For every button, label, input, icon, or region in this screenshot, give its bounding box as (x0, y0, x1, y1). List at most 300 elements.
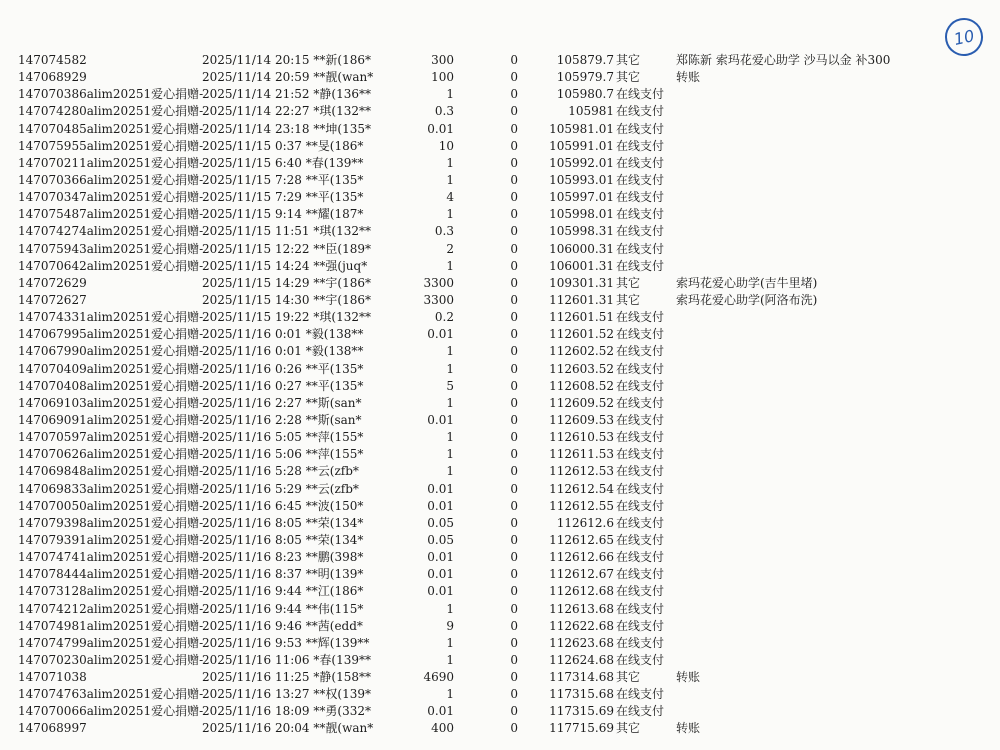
transaction-amount: 1 (446, 344, 454, 359)
donor-name: **荣(134* (305, 532, 364, 547)
donor-name: *静(158** (313, 670, 371, 685)
transaction-balance: 117715.69 (549, 721, 614, 736)
transaction-balance: 112609.52 (549, 395, 614, 410)
transaction-id: 147068929 (18, 70, 87, 85)
transaction-id: 147070050alim20251爱心捐赠- (18, 498, 204, 513)
transaction-id: 147070347alim20251爱心捐赠- (18, 190, 204, 205)
transaction-debit: 0 (510, 104, 518, 119)
transaction-balance: 105991.01 (549, 138, 614, 153)
donor-name: **明(139* (305, 567, 364, 582)
transaction-amount: 0.01 (427, 121, 454, 136)
transaction-time (202, 703, 371, 720)
transaction-amount: 0.01 (427, 567, 454, 582)
transaction-note: 转账 (676, 721, 701, 736)
time-text: 2025/11/15 14:24 (202, 258, 310, 273)
time-text: 2025/11/16 20:04 (202, 721, 310, 736)
donor-name: **平(135* (305, 378, 364, 393)
time-text: 2025/11/16 0:26 (202, 361, 302, 376)
transaction-time (202, 309, 371, 326)
transaction-amount: 1 (446, 395, 454, 410)
table-row (18, 686, 993, 703)
transaction-debit: 0 (510, 635, 518, 650)
time-text: 2025/11/16 9:44 (202, 601, 302, 616)
transaction-time (202, 566, 363, 583)
time-text: 2025/11/16 2:28 (202, 412, 302, 427)
transaction-time (202, 86, 371, 103)
transaction-balance: 105981 (568, 104, 614, 119)
transaction-id: 147070066alim20251爱心捐赠- (18, 704, 204, 719)
transaction-type: 在线支付 (616, 532, 665, 547)
table-row (18, 532, 993, 549)
transaction-time (202, 498, 363, 515)
donor-name: **勇(332* (313, 704, 371, 719)
donor-name: **荣(134* (305, 515, 364, 530)
transaction-balance: 112612.68 (549, 584, 614, 599)
transaction-type: 在线支付 (616, 361, 665, 376)
transaction-type: 在线支付 (616, 172, 665, 187)
transaction-id: 147067990alim20251爱心捐赠- (18, 344, 204, 359)
transaction-type: 在线支付 (616, 224, 665, 239)
transaction-time (202, 292, 371, 309)
transaction-id: 147069091alim20251爱心捐赠- (18, 412, 204, 427)
transaction-id: 147070409alim20251爱心捐赠- (18, 361, 204, 376)
transaction-balance: 112608.52 (549, 378, 614, 393)
donor-name: **平(135* (305, 172, 364, 187)
transaction-amount: 1 (446, 87, 454, 102)
transaction-amount: 1 (446, 447, 454, 462)
transaction-debit: 0 (510, 687, 518, 702)
transaction-debit: 0 (510, 618, 518, 633)
transaction-debit: 0 (510, 172, 518, 187)
table-row (18, 652, 993, 669)
transaction-amount: 1 (446, 430, 454, 445)
time-text: 2025/11/15 14:30 (202, 292, 310, 307)
donor-name: **靓(wan* (313, 721, 374, 736)
time-text: 2025/11/16 8:05 (202, 515, 302, 530)
time-text: 2025/11/14 20:59 (202, 70, 310, 85)
transaction-balance: 112612.6 (556, 515, 614, 530)
transaction-type: 在线支付 (616, 704, 665, 719)
transaction-type: 在线支付 (616, 190, 665, 205)
donor-name: **萍(155* (305, 430, 364, 445)
time-text: 2025/11/14 23:18 (202, 121, 310, 136)
transaction-debit: 0 (510, 721, 518, 736)
transaction-debit: 0 (510, 344, 518, 359)
donor-name: **臣(189* (313, 241, 371, 256)
transaction-type: 在线支付 (616, 258, 665, 273)
transaction-time (202, 481, 359, 498)
donor-name: **波(150* (305, 498, 364, 513)
transaction-balance: 112601.52 (549, 327, 614, 342)
transaction-amount: 1 (446, 258, 454, 273)
transaction-type: 在线支付 (616, 584, 665, 599)
transaction-debit: 0 (510, 584, 518, 599)
donor-name: **萍(155* (305, 447, 364, 462)
transaction-time (202, 275, 371, 292)
transaction-time (202, 258, 367, 275)
transaction-amount: 0.05 (427, 532, 454, 547)
donor-name: **平(135* (305, 361, 364, 376)
transaction-debit: 0 (510, 121, 518, 136)
time-text: 2025/11/16 8:23 (202, 550, 302, 565)
transaction-type: 在线支付 (616, 550, 665, 565)
time-text: 2025/11/15 7:29 (202, 190, 302, 205)
page-number-annotation: 10 (941, 14, 986, 59)
donor-name: **斯(san* (305, 395, 362, 410)
transaction-balance: 105993.01 (549, 172, 614, 187)
time-text: 2025/11/15 14:29 (202, 275, 310, 290)
donor-name: *静(136** (313, 87, 371, 102)
table-row (18, 86, 993, 103)
donor-name: **茜(edd* (305, 618, 363, 633)
table-row (18, 121, 993, 138)
transaction-time (202, 652, 371, 669)
transaction-time (202, 361, 363, 378)
transaction-balance: 112623.68 (549, 635, 614, 650)
transaction-id: 147079398alim20251爱心捐赠- (18, 515, 204, 530)
time-text: 2025/11/16 5:29 (202, 481, 302, 496)
table-row (18, 669, 993, 686)
transaction-balance: 105981.01 (549, 121, 614, 136)
transaction-balance: 105997.01 (549, 190, 614, 205)
donor-name: *春(139** (313, 652, 371, 667)
transaction-debit: 0 (510, 53, 518, 67)
transaction-id: 147070642alim20251爱心捐赠- (18, 258, 204, 273)
transaction-balance: 112612.66 (549, 550, 614, 565)
table-row (18, 720, 993, 737)
time-text: 2025/11/16 13:27 (202, 687, 310, 702)
transaction-time (202, 669, 371, 686)
transaction-balance: 112601.31 (549, 292, 614, 307)
transaction-debit: 0 (510, 532, 518, 547)
time-text: 2025/11/16 2:27 (202, 395, 302, 410)
transaction-id: 147075487alim20251爱心捐赠- (18, 207, 204, 222)
transaction-balance: 109301.31 (549, 275, 614, 290)
transaction-type: 在线支付 (616, 395, 665, 410)
donor-name: **鹏(398* (305, 550, 364, 565)
transaction-debit: 0 (510, 138, 518, 153)
transaction-balance: 112612.55 (549, 498, 614, 513)
table-row (18, 241, 993, 258)
transaction-time (202, 446, 363, 463)
transaction-debit: 0 (510, 481, 518, 496)
donor-name: **宇(186* (313, 292, 371, 307)
transaction-id: 147074763alim20251爱心捐赠- (18, 687, 204, 702)
transaction-amount: 2 (446, 241, 454, 256)
transaction-type: 在线支付 (616, 310, 665, 325)
transaction-type: 在线支付 (616, 241, 665, 256)
transaction-type: 其它 (616, 670, 641, 685)
transaction-id: 147070626alim20251爱心捐赠- (18, 447, 204, 462)
transaction-amount: 3300 (423, 292, 454, 307)
transaction-amount: 0.01 (427, 327, 454, 342)
transaction-balance: 117314.68 (549, 670, 614, 685)
transaction-amount: 1 (446, 687, 454, 702)
time-text: 2025/11/16 8:05 (202, 532, 302, 547)
transaction-balance: 117315.68 (549, 687, 614, 702)
transaction-amount: 3300 (423, 275, 454, 290)
transaction-debit: 0 (510, 430, 518, 445)
transaction-time (202, 138, 363, 155)
transaction-type: 在线支付 (616, 138, 665, 153)
table-row (18, 515, 993, 532)
transaction-balance: 112612.53 (549, 464, 614, 479)
transaction-amount: 1 (446, 652, 454, 667)
transaction-balance: 112601.51 (549, 310, 614, 325)
transaction-type: 在线支付 (616, 155, 665, 170)
time-text: 2025/11/16 11:06 (202, 652, 310, 667)
donor-name: **辉(139** (305, 635, 370, 650)
transaction-time (202, 429, 363, 446)
table-row (18, 412, 993, 429)
table-row (18, 258, 993, 275)
transaction-balance: 112622.68 (549, 618, 614, 633)
transaction-debit: 0 (510, 447, 518, 462)
transaction-time (202, 206, 363, 223)
transaction-debit: 0 (510, 395, 518, 410)
time-text: 2025/11/16 9:46 (202, 618, 302, 633)
transaction-type: 在线支付 (616, 344, 665, 359)
table-row (18, 549, 993, 566)
transaction-type: 在线支付 (616, 207, 665, 222)
transaction-time (202, 326, 363, 343)
transaction-time (202, 635, 369, 652)
transaction-note: 转账 (676, 670, 701, 685)
donor-name: **靓(wan* (313, 70, 374, 85)
transaction-time (202, 532, 363, 549)
donor-name: **宇(186* (313, 275, 371, 290)
donor-name: *毅(138** (305, 327, 364, 342)
transaction-time (202, 515, 363, 532)
transaction-balance: 112612.65 (549, 532, 614, 547)
transaction-amount: 1 (446, 155, 454, 170)
transaction-debit: 0 (510, 361, 518, 376)
transaction-id: 147069848alim20251爱心捐赠- (18, 464, 204, 479)
transaction-id: 147078444alim20251爱心捐赠- (18, 567, 204, 582)
transaction-type: 其它 (616, 721, 641, 736)
transaction-id: 147070386alim20251爱心捐赠- (18, 87, 204, 102)
transaction-type: 在线支付 (616, 601, 665, 616)
transaction-time (202, 52, 371, 69)
transaction-debit: 0 (510, 378, 518, 393)
transaction-debit: 0 (510, 550, 518, 565)
transaction-balance: 112612.54 (549, 481, 614, 496)
transaction-time (202, 103, 371, 120)
time-text: 2025/11/16 5:05 (202, 430, 302, 445)
time-text: 2025/11/15 9:14 (202, 207, 302, 222)
transaction-id: 147074741alim20251爱心捐赠- (18, 550, 204, 565)
transaction-time (202, 395, 362, 412)
table-row (18, 275, 993, 292)
time-text: 2025/11/16 8:37 (202, 567, 302, 582)
transaction-id: 147079391alim20251爱心捐赠- (18, 532, 204, 547)
transaction-amount: 1 (446, 635, 454, 650)
transaction-id: 147070230alim20251爱心捐赠- (18, 652, 204, 667)
transaction-time (202, 686, 371, 703)
transaction-type: 在线支付 (616, 515, 665, 530)
table-row (18, 583, 993, 600)
transaction-balance: 112611.53 (549, 447, 614, 462)
transaction-debit: 0 (510, 190, 518, 205)
donor-name: *毅(138** (305, 344, 364, 359)
transaction-id: 147074981alim20251爱心捐赠- (18, 618, 204, 633)
transaction-amount: 1 (446, 601, 454, 616)
time-text: 2025/11/14 20:15 (202, 53, 310, 67)
table-row (18, 378, 993, 395)
transaction-id: 147074331alim20251爱心捐赠- (18, 310, 204, 325)
transaction-debit: 0 (510, 704, 518, 719)
transaction-time (202, 223, 371, 240)
transaction-time (202, 412, 362, 429)
transaction-id: 147072627 (18, 292, 87, 307)
transaction-type: 在线支付 (616, 635, 665, 650)
transaction-type: 在线支付 (616, 104, 665, 119)
transaction-amount: 0.01 (427, 550, 454, 565)
transaction-type: 其它 (616, 275, 641, 290)
transaction-balance: 105980.7 (556, 87, 614, 102)
table-row (18, 69, 993, 86)
transaction-type: 在线支付 (616, 327, 665, 342)
table-row (18, 361, 993, 378)
time-text: 2025/11/16 6:45 (202, 498, 302, 513)
transaction-balance: 112613.68 (549, 601, 614, 616)
transaction-balance: 105979.7 (556, 70, 614, 85)
transaction-balance: 112602.52 (549, 344, 614, 359)
table-row (18, 223, 993, 240)
transaction-balance: 105992.01 (549, 155, 614, 170)
transaction-type: 其它 (616, 53, 641, 67)
transaction-debit: 0 (510, 155, 518, 170)
transaction-note: 索玛花爱心助学(吉牛里堵) (676, 275, 818, 290)
table-row (18, 326, 993, 343)
transaction-id: 147074582 (18, 53, 87, 67)
transaction-type: 在线支付 (616, 481, 665, 496)
transaction-time (202, 463, 359, 480)
transaction-debit: 0 (510, 207, 518, 222)
transaction-id: 147070485alim20251爱心捐赠- (18, 121, 204, 136)
transaction-debit: 0 (510, 601, 518, 616)
transaction-id: 147073128alim20251爱心捐赠- (18, 584, 204, 599)
table-row (18, 703, 993, 720)
table-row (18, 52, 993, 69)
transaction-time (202, 378, 363, 395)
transaction-time (202, 583, 363, 600)
time-text: 2025/11/16 5:28 (202, 464, 302, 479)
time-text: 2025/11/16 9:53 (202, 635, 302, 650)
transaction-amount: 4 (446, 190, 454, 205)
transaction-amount: 0.01 (427, 412, 454, 427)
transaction-id: 147074212alim20251爱心捐赠- (18, 601, 204, 616)
transaction-amount: 10 (438, 138, 454, 153)
transaction-amount: 0.2 (434, 310, 454, 325)
transaction-type: 在线支付 (616, 87, 665, 102)
transaction-ledger (18, 52, 993, 738)
transaction-amount: 1 (446, 172, 454, 187)
transaction-amount: 300 (431, 53, 454, 67)
transaction-type: 在线支付 (616, 430, 665, 445)
time-text: 2025/11/16 11:25 (202, 670, 310, 685)
transaction-debit: 0 (510, 498, 518, 513)
table-row (18, 618, 993, 635)
transaction-amount: 100 (431, 70, 454, 85)
time-text: 2025/11/14 22:27 (202, 104, 310, 119)
table-row (18, 481, 993, 498)
transaction-type: 在线支付 (616, 652, 665, 667)
transaction-id: 147068997 (18, 721, 87, 736)
donor-name: **江(186* (305, 584, 364, 599)
transaction-amount: 9 (446, 618, 454, 633)
transaction-time (202, 601, 363, 618)
table-row (18, 395, 993, 412)
transaction-id: 147074280alim20251爱心捐赠- (18, 104, 204, 119)
donor-name: *琪(132** (313, 310, 371, 325)
table-row (18, 206, 993, 223)
donor-name: **平(135* (305, 190, 364, 205)
table-row (18, 635, 993, 652)
time-text: 2025/11/14 21:52 (202, 87, 310, 102)
transaction-type: 其它 (616, 292, 641, 307)
time-text: 2025/11/16 0:01 (202, 344, 302, 359)
transaction-balance: 106001.31 (549, 258, 614, 273)
transaction-debit: 0 (510, 412, 518, 427)
transaction-amount: 0.01 (427, 584, 454, 599)
table-row (18, 138, 993, 155)
transaction-amount: 0.01 (427, 704, 454, 719)
donor-name: **旻(186* (305, 138, 364, 153)
transaction-time (202, 618, 363, 635)
transaction-id: 147070366alim20251爱心捐赠- (18, 172, 204, 187)
table-row (18, 463, 993, 480)
donor-name: *春(139** (305, 155, 364, 170)
transaction-debit: 0 (510, 652, 518, 667)
transaction-debit: 0 (510, 670, 518, 685)
transaction-type: 在线支付 (616, 447, 665, 462)
transaction-id: 147069833alim20251爱心捐赠- (18, 481, 204, 496)
transaction-amount: 0.01 (427, 481, 454, 496)
transaction-balance: 105998.01 (549, 207, 614, 222)
donor-name: **斯(san* (305, 412, 362, 427)
transaction-id: 147074274alim20251爱心捐赠- (18, 224, 204, 239)
donor-name: **耀(187* (305, 207, 364, 222)
transaction-time (202, 172, 363, 189)
donor-name: **云(zfb* (305, 481, 359, 496)
transaction-balance: 105879.7 (556, 53, 614, 67)
transaction-debit: 0 (510, 464, 518, 479)
transaction-time (202, 155, 363, 172)
transaction-note: 郑陈新 索玛花爱心助学 沙马以金 补300 (676, 53, 891, 67)
time-text: 2025/11/16 5:06 (202, 447, 302, 462)
transaction-time (202, 121, 371, 138)
time-text: 2025/11/15 12:22 (202, 241, 310, 256)
transaction-balance: 105998.31 (549, 224, 614, 239)
transaction-type: 在线支付 (616, 378, 665, 393)
transaction-time (202, 189, 363, 206)
time-text: 2025/11/15 6:40 (202, 155, 302, 170)
time-text: 2025/11/15 7:28 (202, 172, 302, 187)
transaction-debit: 0 (510, 292, 518, 307)
table-row (18, 601, 993, 618)
transaction-type: 在线支付 (616, 464, 665, 479)
time-text: 2025/11/16 0:01 (202, 327, 302, 342)
table-row (18, 309, 993, 326)
transaction-type: 在线支付 (616, 412, 665, 427)
time-text: 2025/11/16 9:44 (202, 584, 302, 599)
donor-name: **伟(115* (305, 601, 364, 616)
table-row (18, 429, 993, 446)
transaction-amount: 4690 (423, 670, 454, 685)
transaction-balance: 112609.53 (549, 412, 614, 427)
transaction-debit: 0 (510, 275, 518, 290)
